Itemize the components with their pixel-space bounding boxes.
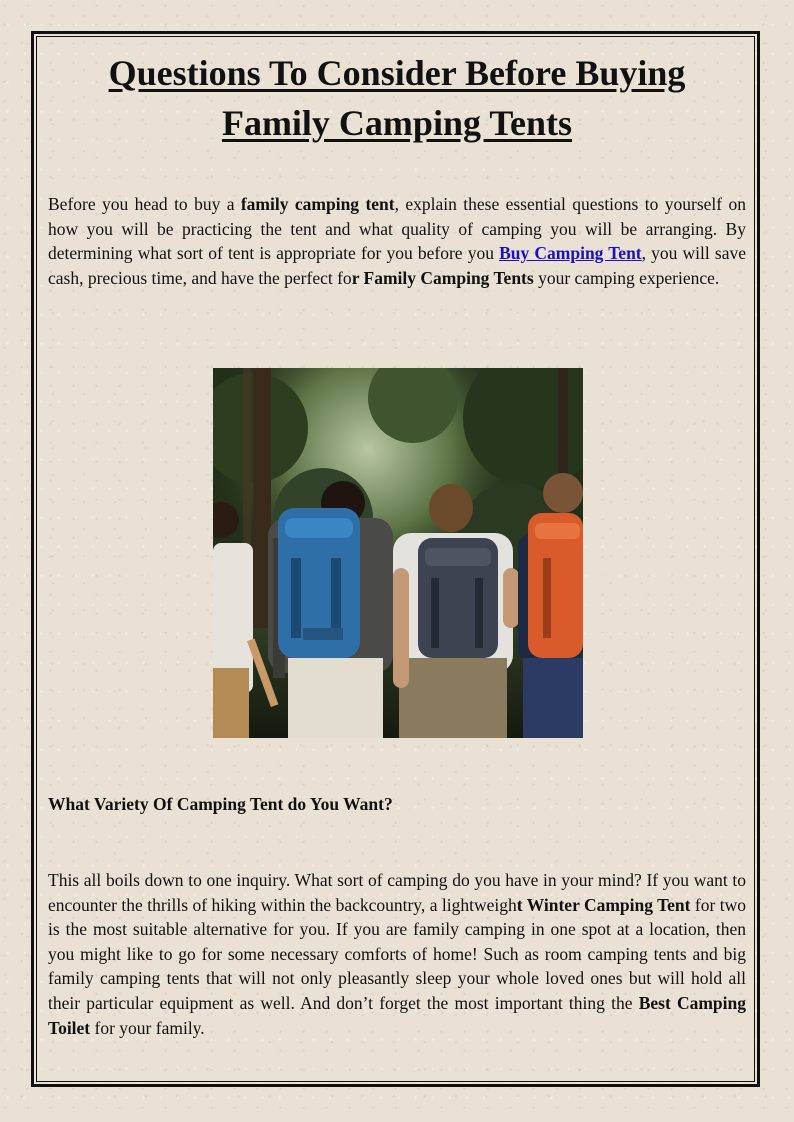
section-bold-winter-camping-tent: t Winter Camping Tent — [516, 894, 691, 915]
title-line-2: Family Camping Tents — [221, 103, 573, 143]
section-heading: What Variety Of Camping Tent do You Want? — [48, 794, 393, 814]
intro-text-2: , explain these essential questions to yourself on how you will be practicing the tent and what quality of camping you will be arranging. By determining what sort of tent is appropriate for you before you — [48, 194, 746, 264]
intro-text-1: Before you head to buy a — [48, 194, 241, 214]
intro-bold-family-camping-tent: family camping tent — [240, 194, 395, 214]
section-text-3: for your family. — [90, 1017, 205, 1038]
section-paragraph — [48, 868, 746, 1040]
intro-bold-family-camping-tents: r Family Camping Tents — [351, 267, 534, 288]
intro-text-4: your camping experience. — [533, 267, 720, 288]
section-bold-best-camping-toilet: Best Camping Toilet — [48, 992, 747, 1038]
hikers-photo — [213, 368, 583, 738]
intro-paragraph — [48, 192, 746, 290]
section-text-1: This all boils down to one inquiry. What sort of camping do you have in your mind? If you want to encounter the thrills of hiking within the backcountry, a lightweigh — [48, 870, 746, 915]
section-text-2: for two is the most suitable alternative for you. If you are family camping in one spot at a location, then you might like to go for some necessary comforts of home! Such as room camping tents and big family camping tents that will not only pleasantly sleep your whole loved ones but will hold all their particular equipment as well. And don’t forget the most important thing the — [48, 894, 746, 1013]
page-title — [48, 48, 746, 148]
intro-text-3: , you will save cash, precious time, and have the perfect fo — [48, 243, 746, 288]
buy-camping-tent-link[interactable]: Buy Camping Tent — [499, 243, 642, 264]
title-line-1: Questions To Consider Before Buying — [108, 53, 686, 93]
